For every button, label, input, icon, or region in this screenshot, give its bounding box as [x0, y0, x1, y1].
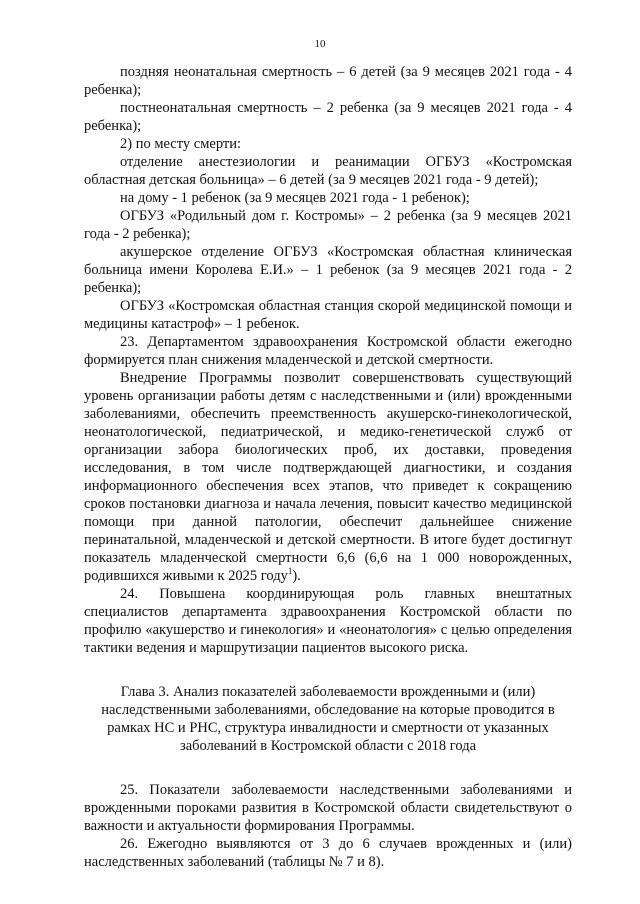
paragraph-late-neonatal: поздняя неонатальная смертность – 6 детей (за 9 месяцев 2021 года - 4 ребенка); — [84, 64, 572, 98]
paragraph-postneonatal: постнеонатальная смертность – 2 ребенка (за 9 месяцев 2021 года - 4 ребенка); — [84, 100, 572, 134]
paragraph-23: 23. Департаментом здравоохранения Костромской области ежегодно формируется план снижения младенческой и детской смертности. — [84, 334, 572, 368]
paragraph-anesthesiology: отделение анестезиологии и реанимации ОГБУЗ «Костромская областная детская больница» – 6 детей (за 9 месяцев 2021 года - 9 детей); — [84, 154, 572, 188]
document-body — [84, 63, 572, 871]
paragraph-ambulance-station: ОГБУЗ «Костромская областная станция скорой медицинской помощи и медицины катастроф» – 1 ребенок. — [84, 298, 572, 332]
chapter-heading: Глава 3. Анализ показателей заболеваемости врожденными и (или) наследственными заболеваниями, обследование на которые проводится в рамках НС и РНС, структура инвалидности и смертности от указанных заболеваний в Костромской области с 2018 года — [101, 684, 555, 754]
paragraph-25: 25. Показатели заболеваемости наследственными заболеваниями и врожденными пороками развития в Костромской области свидетельствуют о важности и актуальности формирования Программы. — [84, 782, 572, 834]
paragraph-program-text: Внедрение Программы позволит совершенствовать существующий уровень организации работы детям с наследственными и (или) врожденными заболеваниями, обеспечить преемственность акушерско-гинекологической, неонатологической, педиатрической, и медико-генетической служб от организации забора биологических проб, их доставки, проведения исследования, в том числе подтверждающей диагностики, и создания информационного обеспечения всех этапов, что приведет к сокращению сроков постановки диагноза и начала лечения, повысит качество медицинской помощи при данной патологии, обеспечит дальнейшее снижение перинатальной, младенческой и детской смертности. В итоге будет достигнут показатель младенческой смертности 6,6 (6,6 на 1 000 новорожденных, родившихся живыми к 2025 году — [84, 370, 572, 584]
paragraph-26: 26. Ежегодно выявляются от 3 до 6 случаев врожденных и (или) наследственных заболеваний (таблицы № 7 и 8). — [84, 836, 572, 870]
paragraph-at-home: на дому - 1 ребенок (за 9 месяцев 2021 года - 1 ребенок); — [120, 190, 470, 206]
page-number: 10 — [314, 38, 326, 50]
paragraph-24: 24. Повышена координирующая роль главных внештатных специалистов департамента здравоохранения Костромской области по профилю «акушерство и гинекология» и «неонатология» с целью определения тактики ведения и маршрутизации пациентов высокого риска. — [84, 586, 572, 656]
paragraph-place-of-death: 2) по месту смерти: — [120, 136, 241, 152]
footnote-mark: 1 — [287, 566, 293, 577]
paragraph-maternity-home: ОГБУЗ «Родильный дом г. Костромы» – 2 ребенка (за 9 месяцев 2021 года - 2 ребенка); — [84, 208, 572, 242]
paragraph-program-end: ). — [292, 568, 301, 584]
paragraph-program — [84, 369, 572, 585]
paragraph-obstetric-department: акушерское отделение ОГБУЗ «Костромская областная клиническая больница имени Королева Е.И.» – 1 ребенок (за 9 месяцев 2021 года - 2 ребенка); — [84, 244, 572, 296]
